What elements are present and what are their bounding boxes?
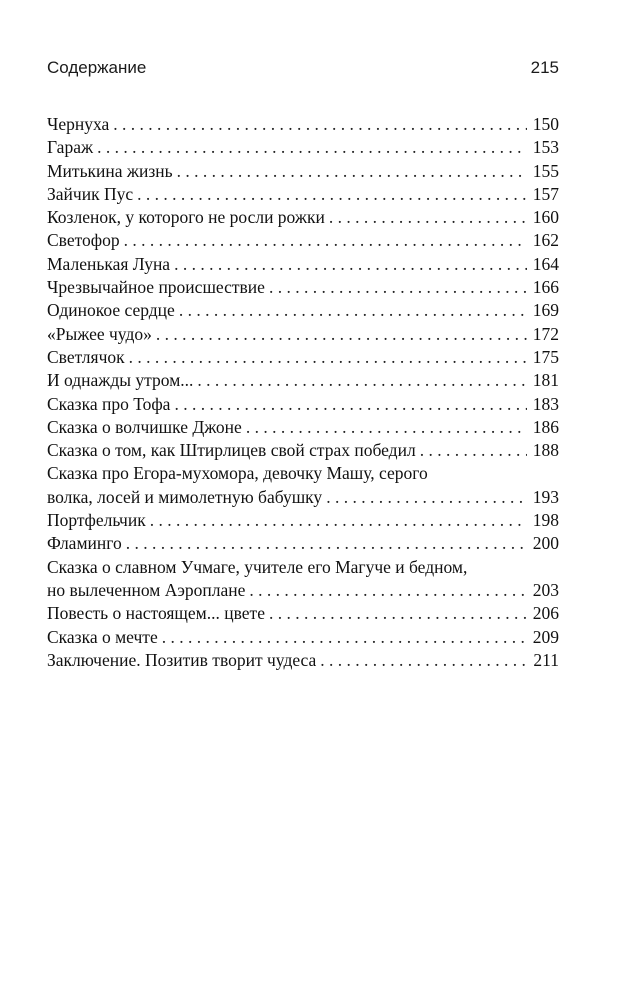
toc-entry[interactable] xyxy=(47,462,559,509)
toc-entry[interactable] xyxy=(47,253,559,276)
dot-leader xyxy=(174,253,527,276)
toc-entry-page: 181 xyxy=(532,370,559,391)
toc-entry-line xyxy=(47,462,559,485)
toc-entry-title: Зайчик Пус xyxy=(47,183,134,204)
toc-entry-title: Сказка о том, как Штирлицев свой страх победил xyxy=(47,440,416,461)
toc-entry-title: Чернуха xyxy=(47,114,110,134)
dot-leader xyxy=(329,206,527,229)
toc-entry-page: 164 xyxy=(532,253,559,274)
toc-entry-page: 206 xyxy=(532,603,559,624)
toc-entry[interactable] xyxy=(47,299,559,322)
toc-entry-title: Светофор xyxy=(47,230,120,251)
toc-entry-title: волка, лосей и мимолетную бабушку xyxy=(47,486,323,507)
toc-entry[interactable] xyxy=(47,136,559,159)
toc-entry-line xyxy=(47,113,559,136)
toc-entry[interactable] xyxy=(47,369,559,392)
dot-leader xyxy=(126,532,527,555)
dot-leader xyxy=(269,276,527,299)
dot-leader xyxy=(162,626,527,649)
toc-entry-page: 198 xyxy=(532,510,559,531)
toc-entry-page: 169 xyxy=(532,300,559,321)
toc-entry-line xyxy=(47,299,559,322)
page-number: 215 xyxy=(530,58,559,77)
toc-entry-page: 193 xyxy=(532,486,559,507)
toc-entry-page: 160 xyxy=(532,207,559,228)
toc-entry-line xyxy=(47,136,559,159)
toc-entry[interactable] xyxy=(47,416,559,439)
toc-entry-title: «Рыжее чудо» xyxy=(47,323,152,344)
toc-entry-line xyxy=(47,532,559,555)
toc-entry-page: 175 xyxy=(532,346,559,367)
toc-entry-page: 211 xyxy=(533,649,559,670)
toc-entry-page: 203 xyxy=(532,579,559,600)
toc-entry[interactable] xyxy=(47,160,559,183)
toc-entry-line xyxy=(47,602,559,625)
toc-entry-line xyxy=(47,369,559,392)
toc-entry-line xyxy=(47,486,559,509)
toc-entry-title: Сказка о мечте xyxy=(47,626,158,647)
dot-leader xyxy=(320,649,527,672)
toc-entry-title: но вылеченном Аэроплане xyxy=(47,579,246,600)
toc-entry[interactable] xyxy=(47,206,559,229)
toc-entry-title: Одинокое сердце xyxy=(47,300,175,321)
toc-entry-line xyxy=(47,556,559,579)
toc-entry[interactable] xyxy=(47,626,559,649)
toc-entry-line xyxy=(47,229,559,252)
toc-entry-title: Сказка о славном Учмаге, учителе его Магуче и бедном, xyxy=(47,556,468,577)
dot-leader xyxy=(150,509,527,532)
toc-entry-title: И однажды утром... xyxy=(47,370,194,391)
dot-leader xyxy=(97,136,527,159)
toc-entry-page: 150 xyxy=(532,114,559,134)
dot-leader xyxy=(246,416,527,439)
dot-leader xyxy=(249,579,527,602)
dot-leader xyxy=(124,229,527,252)
toc-entry-line xyxy=(47,509,559,532)
toc-entry[interactable] xyxy=(47,509,559,532)
toc-entry-page: 209 xyxy=(532,626,559,647)
toc-entry-line xyxy=(47,649,559,672)
toc-entry[interactable] xyxy=(47,393,559,416)
toc-entry[interactable] xyxy=(47,556,559,603)
toc-entry-page: 183 xyxy=(532,393,559,414)
dot-leader xyxy=(137,183,527,206)
dot-leader xyxy=(174,393,527,416)
toc-entry-title: Сказка про Тофа xyxy=(47,393,171,414)
toc-entry-line xyxy=(47,323,559,346)
dot-leader xyxy=(420,439,527,462)
toc-entry-page: 162 xyxy=(532,230,559,251)
toc-entry[interactable] xyxy=(47,532,559,555)
toc-entry-title: Козленок, у которого не росли рожки xyxy=(47,207,325,228)
toc-entry-page: 172 xyxy=(532,323,559,344)
toc-entry-title: Повесть о настоящем... цвете xyxy=(47,603,265,624)
toc-entry-line xyxy=(47,183,559,206)
toc-entry[interactable] xyxy=(47,183,559,206)
dot-leader xyxy=(179,299,527,322)
toc-entry[interactable] xyxy=(47,323,559,346)
toc-entry-title: Светлячок xyxy=(47,346,125,367)
toc-entry-title: Гараж xyxy=(47,137,94,158)
toc-entry-line xyxy=(47,206,559,229)
toc-entry-page: 155 xyxy=(532,160,559,181)
toc-entry-page: 200 xyxy=(532,533,559,554)
toc-entry[interactable] xyxy=(47,602,559,625)
toc-entry[interactable] xyxy=(47,113,559,136)
dot-leader xyxy=(156,323,527,346)
dot-leader xyxy=(197,369,527,392)
toc-entry-title: Маленькая Луна xyxy=(47,253,171,274)
toc-entry-title: Митькина жизнь xyxy=(47,160,173,181)
toc-entry-line xyxy=(47,393,559,416)
toc-entry-line xyxy=(47,626,559,649)
toc-entry-page: 188 xyxy=(532,440,559,461)
toc-entry[interactable] xyxy=(47,346,559,369)
toc-entry-page: 166 xyxy=(532,277,559,298)
toc-entry-line xyxy=(47,579,559,602)
toc-entry-line xyxy=(47,160,559,183)
dot-leader xyxy=(269,602,527,625)
toc-entry-page: 153 xyxy=(532,137,559,158)
toc-entry[interactable] xyxy=(47,439,559,462)
toc-entry-title: Сказка про Егора-мухомора, девочку Машу, серого xyxy=(47,463,428,484)
toc-entry-title: Фламинго xyxy=(47,533,122,554)
toc-entry-page: 186 xyxy=(532,416,559,437)
toc-entry-title: Заключение. Позитив творит чудеса xyxy=(47,649,317,670)
toc-entry-line xyxy=(47,346,559,369)
toc-entry-title: Сказка о волчишке Джоне xyxy=(47,416,242,437)
toc-entry-line xyxy=(47,416,559,439)
table-of-contents xyxy=(47,113,559,672)
running-header xyxy=(47,58,559,78)
toc-entry-title: Чрезвычайное происшествие xyxy=(47,277,265,298)
toc-entry-line xyxy=(47,439,559,462)
toc-entry[interactable] xyxy=(47,649,559,672)
toc-entry[interactable] xyxy=(47,276,559,299)
toc-entry-page: 157 xyxy=(532,183,559,204)
dot-leader xyxy=(129,346,527,369)
section-title: Содержание xyxy=(47,58,147,77)
dot-leader xyxy=(113,113,527,136)
dot-leader xyxy=(177,160,527,183)
dot-leader xyxy=(326,486,527,509)
toc-entry-line xyxy=(47,276,559,299)
toc-entry-line xyxy=(47,253,559,276)
toc-entry[interactable] xyxy=(47,229,559,252)
toc-entry-title: Портфельчик xyxy=(47,510,146,531)
